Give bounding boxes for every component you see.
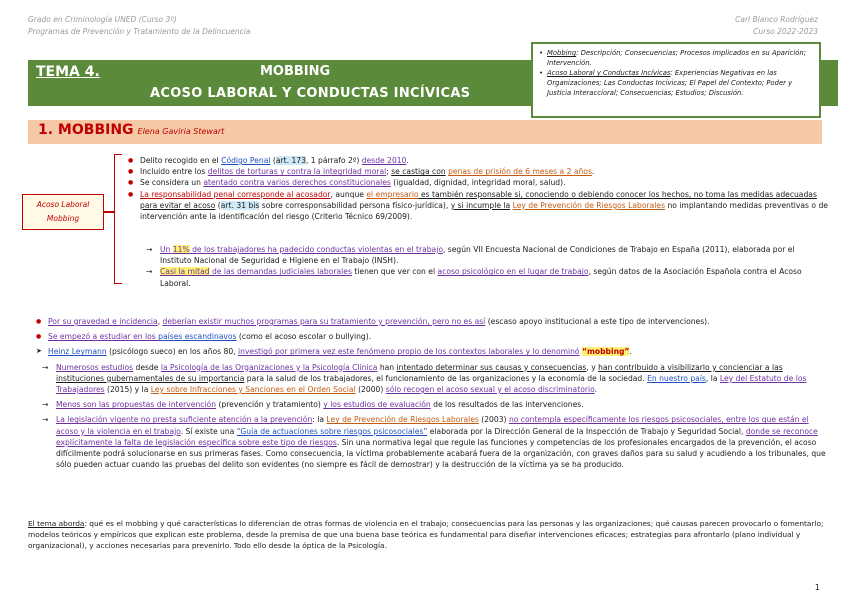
list-item: → Numerosos estudios desde la Psicología de las Organizaciones y la Psicología Clínica han intentado determinar sus causas y consecuencias, y han contribuido a visibilizarlo y concienciar a las instituciones gubernamentales de su importancia para la salud de los trabajadores, el funcionamiento de las organizaciones y la economía de la sociedad. En nuestro país, la Ley del Estatuto de los Trabajadores (2015) y la Ley sobre Infracciones y Sanciones en el Orden Social (2000) sólo recogen el acoso sexual y el acoso discriminatorio.	[42, 362, 826, 396]
list-item: ● Se considera un atentado contra varios derechos constitucionales (igualdad, dignidad, integridad moral, salud).	[128, 177, 828, 188]
page-number: 1	[814, 583, 820, 592]
title-line-2: ACOSO LABORAL Y CONDUCTAS INCÍVICAS	[150, 86, 471, 101]
title-line-1: MOBBING	[260, 64, 331, 79]
topic-index	[531, 42, 821, 118]
header-right	[735, 14, 818, 38]
arrow-list	[146, 244, 826, 289]
list-item: ● Se empezó a estudiar en los países escandinavos (como el acoso escolar o bullying).	[36, 331, 826, 342]
course-name: Grado en Criminología UNED (Curso 3º)	[28, 15, 177, 24]
author-name: Cari Blanco Rodríguez	[735, 15, 818, 24]
list-item: ➤ Heinz Leymann (psicólogo sueco) en los años 80, investigó por primera vez este fenómeno propio de los contextos laborales y lo denominó “mobbing”.	[36, 346, 826, 357]
list-item: ● La responsabilidad penal corresponde al acosador, aunque el empresario es también responsable si, conociendo o debiendo conocer los hechos, no toma las medidas adecuadas para evitar el acoso (art. 31 bis sobre corresponsabilidad persona físico-jurídica), y si incumple la Ley de Prevención de Riesgos Laborales no implantando medidas preventivas o de intervención ante la identificación del riesgo (Criterio Técnico 69/2009).	[128, 189, 828, 223]
list-item: → La legislación vigente no presta suficiente atención a la prevención: la Ley de Prevención de Riesgos Laborales (2003) no contempla específicamente los riesgos psicosociales, entre los que están el acoso y la violencia en el trabajo. Sí existe una “Guía de actuaciones sobre riesgos psicosociales” elaborada por la Dirección General de la Inspección de Trabajo y Seguridad Social, donde se reconoce explícitamente la falta de legislación específica sobre este tipo de riesgos. Sin una normativa legal que regule las funciones y competencias de los profesionales encargados de la prevención, el acoso difícilmente podrá solucionarse en sus primeras fases. Como consecuencia, la víctima probablemente acabará fuera de la organización, con graves daños para su salud y acudiendo a los tribunales, que sólo pueden actuar cuando las pruebas del delito son evidentes (no siempre es fácil de demostrar) y la destrucción de la víctima ya se ha producido.	[42, 414, 826, 470]
list-item: → Menos son las propuestas de intervención (prevención y tratamiento) y los estudios de evaluación de los resultados de las intervenciones.	[42, 399, 826, 410]
header-left	[28, 14, 250, 38]
bracket	[114, 154, 122, 284]
list-item: → Un 11% de los trabajadores ha padecido conductas violentas en el trabajo, según VII Encuesta Nacional de Condiciones de Trabajo en España (2011), elaborada por el Instituto Nacional de Seguridad e Higiene en el Trabajo (INSH).	[146, 244, 826, 266]
subject-name: Programas de Prevención y Tratamiento de la Delincuencia	[28, 27, 251, 36]
list-item: ● Incluido entre los delitos de torturas y contra la integridad moral; se castiga con penas de prisión de 6 meses a 2 años.	[128, 166, 828, 177]
list-item: ● Delito recogido en el Código Penal (art. 173, 1 párrafo 2º) desde 2010.	[128, 155, 828, 166]
section-author: Elena Gaviria Stewart	[137, 127, 225, 136]
course-year: Curso 2022-2023	[753, 27, 818, 36]
list-item: → Casi la mitad de las demandas judiciales laborales tienen que ver con el acoso psicológico en el lugar de trabajo, según datos de la Asociación Española contra el Acoso Laboral.	[146, 266, 826, 288]
index-item: • Mobbing: Descripción; Consecuencias; Procesos implicados en su Aparición; Intervención.	[539, 48, 813, 68]
index-item: • Acoso Laboral y Conductas Incívicas: Experiencias Negativas en las Organizaciones; Las Conductas Incívicas; El Papel del Contexto; Poder y Justicia Interaccioral; Consecuencias; Estudios; Discusión.	[539, 68, 813, 98]
section-title: 1. MOBBING Elena Gaviria Stewart	[38, 122, 225, 138]
list-item: ● Por su gravedad e incidencia, deberían existir muchos programas para su tratamiento y prevención, pero no es así (escaso apoyo institucional a este tipo de intervenciones).	[36, 316, 826, 327]
tema-number: TEMA 4.	[36, 64, 100, 80]
topic-summary: El tema aborda: qué es el mobbing y qué características lo diferencian de otras formas de violencia en el trabajo; consecuencias para las personas y las organizaciones; qué causas parecen provocarlo o fomentarlo; modelos teóricos y empíricos que explican este problema, desde la premisa de que una buena base teórica es fundamental para diseñar intervenciones eficaces; estrategias para afrontarlo (plano individual y organizacional), y acciones necesarias para prevenirlo. Todo ello desde la óptica de la Psicología.	[28, 519, 824, 550]
bullet-list	[128, 155, 828, 222]
acoso-laboral-label: Acoso Laboral Mobbing	[22, 194, 104, 230]
connector-line	[104, 211, 114, 213]
middle-list	[36, 316, 826, 470]
